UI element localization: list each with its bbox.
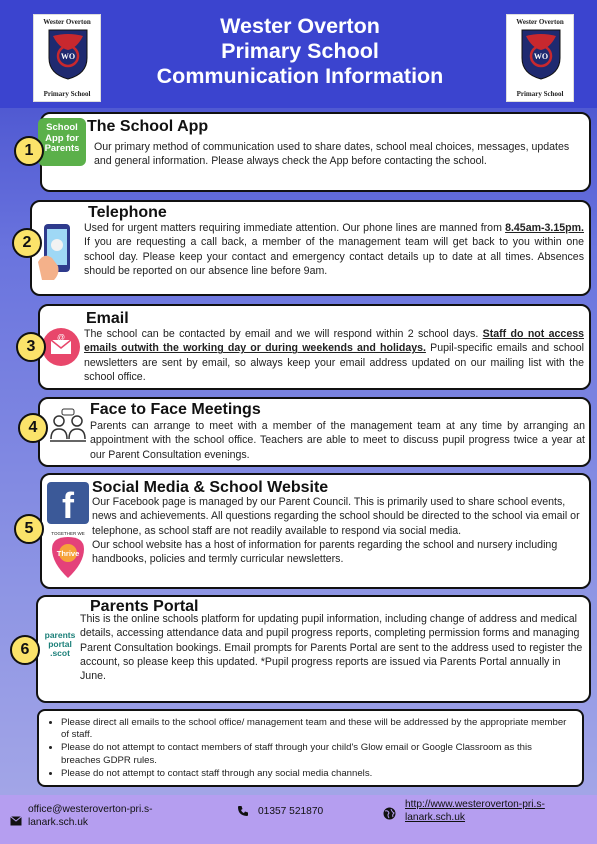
school-crest-icon	[47, 28, 89, 80]
note-item: • Please do not attempt to contact members of staff through your child's Glow email or Google Classroom as this breaches GDPR rules.	[61, 742, 574, 766]
parents-portal-logo: parents portal .scot	[44, 630, 76, 658]
crest-letters: WO	[533, 52, 549, 61]
section-number: 4	[18, 413, 48, 443]
section-heading: Email	[86, 310, 129, 327]
together-we-thrive-icon	[48, 531, 88, 579]
section-heading: Parents Portal	[90, 598, 199, 615]
phone-handset-icon	[237, 805, 249, 817]
envelope-icon	[42, 328, 80, 366]
section-text: Used for urgent matters requiring immediate attention. Our phone lines are manned from 8.45am-3.15pm. If you are requesting a call back, a member of the management team will get back to you within one school day. Please keep your contact and emergency contact details up to date at all times. Absences should be reported on our absence line before 9am.	[84, 222, 584, 277]
staff-hours-notice: Staff do not access emails outwith the working day or during weekends and holidays.	[84, 328, 584, 355]
section-heading: Telephone	[88, 204, 167, 221]
section-number: 3	[16, 332, 46, 362]
footer-website-link[interactable]: http://www.westeroverton-pri.s-lanark.sch.uk	[405, 799, 545, 823]
footer-phone[interactable]: 01357 521870	[258, 806, 324, 817]
crest-letters: WO	[60, 52, 76, 61]
school-logo-right: Wester Overton WO Primary School	[506, 14, 574, 102]
mail-icon	[10, 816, 22, 826]
school-logo: Wester Overton WO Primary School	[33, 14, 101, 102]
svg-text:TOGETHER WE: TOGETHER WE	[51, 531, 85, 536]
svg-text:@: @	[56, 333, 66, 342]
notes-box	[37, 709, 584, 787]
section-heading: The School App	[87, 118, 209, 135]
section-social-media	[40, 473, 591, 589]
office-hours: 8.45am-3.15pm.	[505, 222, 584, 234]
school-app-icon: School App for Parents	[38, 118, 86, 166]
email-icon	[42, 328, 80, 366]
phone-icon	[36, 222, 78, 284]
svg-text:Thrive: Thrive	[56, 549, 80, 558]
section-school-app	[40, 112, 591, 192]
school-crest-icon	[520, 28, 562, 80]
page-title: Wester Overton Primary School Communication Information	[156, 14, 444, 88]
section-text: Parents can arrange to meet with a member of the management team at any time by arranging an appointment with the school office. Teachers are able to meet to discuss pupil progress twice a year at our Parent Consultation evenings.	[90, 420, 585, 461]
note-item: • Please direct all emails to the school office/ management team and these will be addressed by the appropriate member of staff.	[61, 717, 574, 741]
section-text: This is the online schools platform for updating pupil information, including change of address and medical details, accessing attendance data and pupil progress reports, completing permission forms and managing Parent Consultation bookings. Email prompts for Parents Portal are sent to the address used to register the account, so please keep this updated. *Pupil progress reports are issued via Parents Portal annually in June.	[80, 613, 583, 683]
section-heading: Face to Face Meetings	[90, 401, 261, 418]
section-parents-portal	[36, 595, 591, 703]
meeting-icon	[48, 407, 88, 447]
section-heading: Social Media & School Website	[92, 479, 329, 496]
globe-icon	[383, 807, 396, 820]
section-text: The school can be contacted by email and we will respond within 2 school days. Staff do not access emails outwith the working day or during weekends and holidays. Pupil-specific emails and school newsletters are sent by email, so always keep your email address updated on our mailing list with the school office.	[84, 328, 584, 383]
section-telephone	[30, 200, 591, 296]
section-text: Our Facebook page is managed by our Parent Council. This is primarily used to share school events, news and achievements. All questions regarding the school should be directed to the school via email or telephone, as school staff are not readily available to respond via social media. Our school website has a host of information for parents regarding the school and nursery including handbooks, policies and termly curricular newsletters.	[92, 496, 580, 566]
section-text: Our primary method of communication used to share dates, school meal choices, messages, updates and general information. Please always check the App before contacting the school.	[94, 141, 570, 168]
note-item: • Please do not attempt to contact staff through any social media channels.	[61, 768, 574, 780]
section-number: 1	[14, 136, 44, 166]
footer	[0, 795, 597, 844]
facebook-icon: f	[47, 482, 89, 524]
footer-email[interactable]: office@westeroverton-pri.s-lanark.sch.uk	[28, 804, 153, 828]
header	[0, 0, 597, 108]
section-meetings	[38, 397, 591, 467]
section-number: 6	[10, 635, 40, 665]
section-email	[38, 304, 591, 390]
notes-list	[61, 717, 574, 781]
section-number: 5	[14, 514, 44, 544]
section-number: 2	[12, 228, 42, 258]
